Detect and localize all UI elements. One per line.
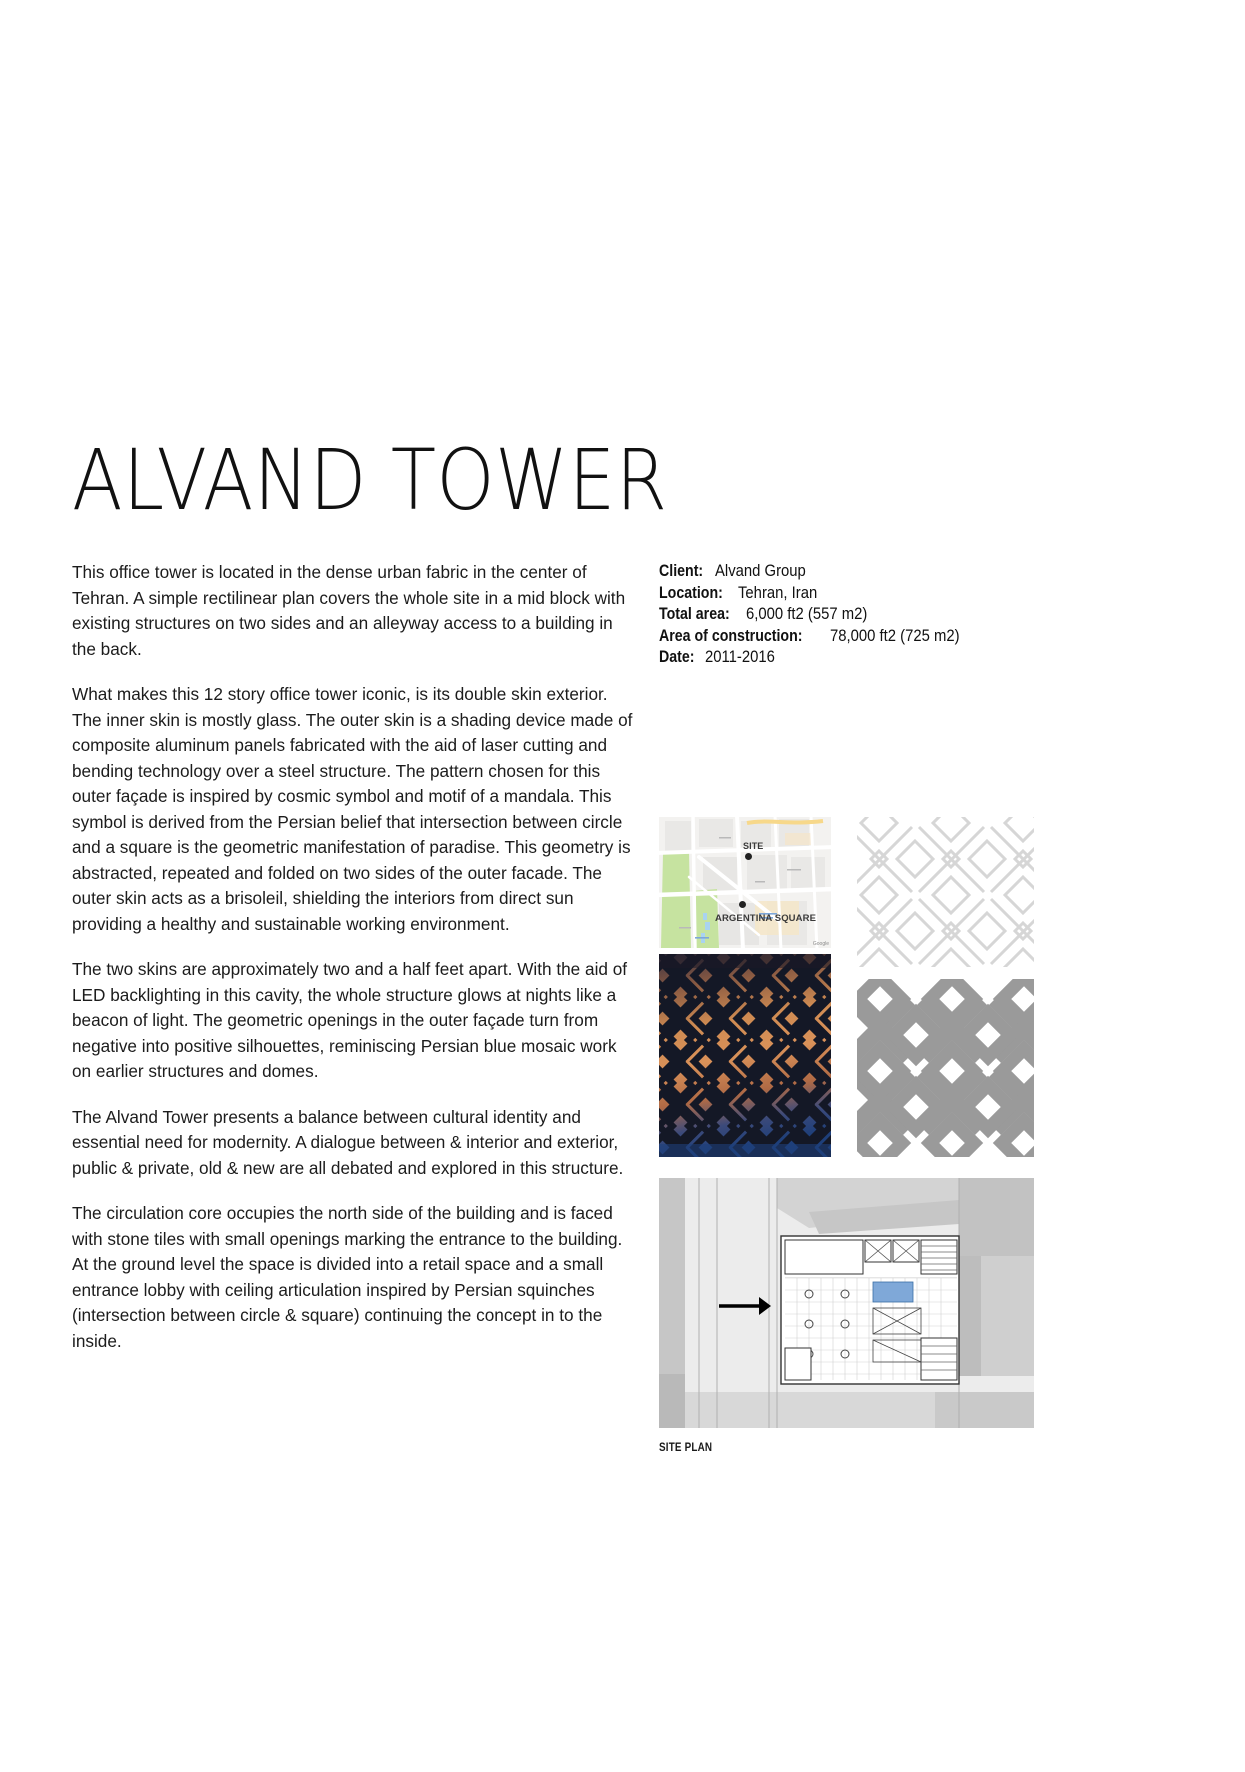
facade-photo-graphic [659,954,831,1157]
metadata-value: Alvand Group [714,562,806,580]
map-attribution: Google [812,941,829,947]
paragraph: This office tower is located in the dense urban fabric in the center of Tehran. A simple rectilinear plan covers the whole site in a mid block with existing structures on two sides and an alleyway access to a building in the back. [72,562,626,659]
paragraph: The circulation core occupies the north side of the building and is faced with stone tiles with small openings marking the entrance to the building. At the ground level the space is divided into a retail space and a small entrance lobby with ceiling articulation inspired by Persian squinches (intersection between circle & square) continuing the concept in to the inside. [72,1203,623,1351]
site-plan-caption: SITE PLAN [659,1442,713,1454]
metadata-row-client [659,561,989,583]
map-graphic [659,817,831,948]
metadata-value: Tehran, Iran [737,583,818,602]
paragraph: What makes this 12 story office tower iconic, is its double skin exterior. The inner skin is mostly glass. The outer skin is a shading device made of composite aluminum panels fabricated with the aid of laser cutting and bending technology over a steel structure. The pattern chosen for this outer façade is inspired by cosmic symbol and motif of a mandala. This symbol is derived from the Persian belief that intersection between circle and a square is the geometric manifestation of paradise. This geometry is abstracted, repeated and folded on two sides of the outer facade. The outer skin acts as a brisoleil, shielding the interiors from direct sun providing a healthy and sustainable working environment. [72,684,633,934]
map-argentina-square-label: ARGENTINA SQUARE [715,913,817,924]
metadata-label: Date: [659,648,695,666]
metadata-label: Total area: [659,605,730,623]
page-title: ALVAND TOWER [72,431,668,529]
metadata-value: 78,000 ft2 (725 m2) [830,626,961,645]
metadata-row-date [659,647,989,669]
site-plan-graphic [659,1178,1034,1428]
metadata-value: 6,000 ft2 (557 m2) [745,605,868,623]
metadata-label: Client: [659,562,704,580]
media-gallery [659,817,1034,1157]
metadata-row-total-area [659,604,989,626]
paragraph: The Alvand Tower presents a balance between cultural identity and essential need for modernity. A dialogue between & interior and exterior, public & private, old & new are all debated and explored in this structure. [72,1106,624,1178]
map-marker-icon [745,853,752,860]
location-map-image [659,817,831,948]
metadata-row-area-of-construction [659,626,989,648]
map-marker-icon [739,901,746,908]
facade-pattern-diagram [857,817,1034,1157]
description-text-column [72,560,638,1374]
metadata-label: Location: [659,583,723,602]
facade-detail-photo [659,954,831,1157]
metadata-label: Area of construction: [659,626,803,645]
paragraph: The two skins are approximately two and a half feet apart. With the aid of LED backlighting in this cavity, the whole structure glows at nights like a beacon of light. The geometric openings in the outer façade turn from negative into positive silhouettes, reminiscing Persian blue mosaic work on earlier structures and domes. [72,959,628,1081]
site-plan-image [659,1178,1034,1428]
map-site-label: SITE [743,841,764,851]
metadata-row-location [659,583,989,605]
project-metadata [659,561,989,669]
metadata-value: 2011-2016 [704,648,775,666]
pattern-graphic [857,817,1034,1157]
